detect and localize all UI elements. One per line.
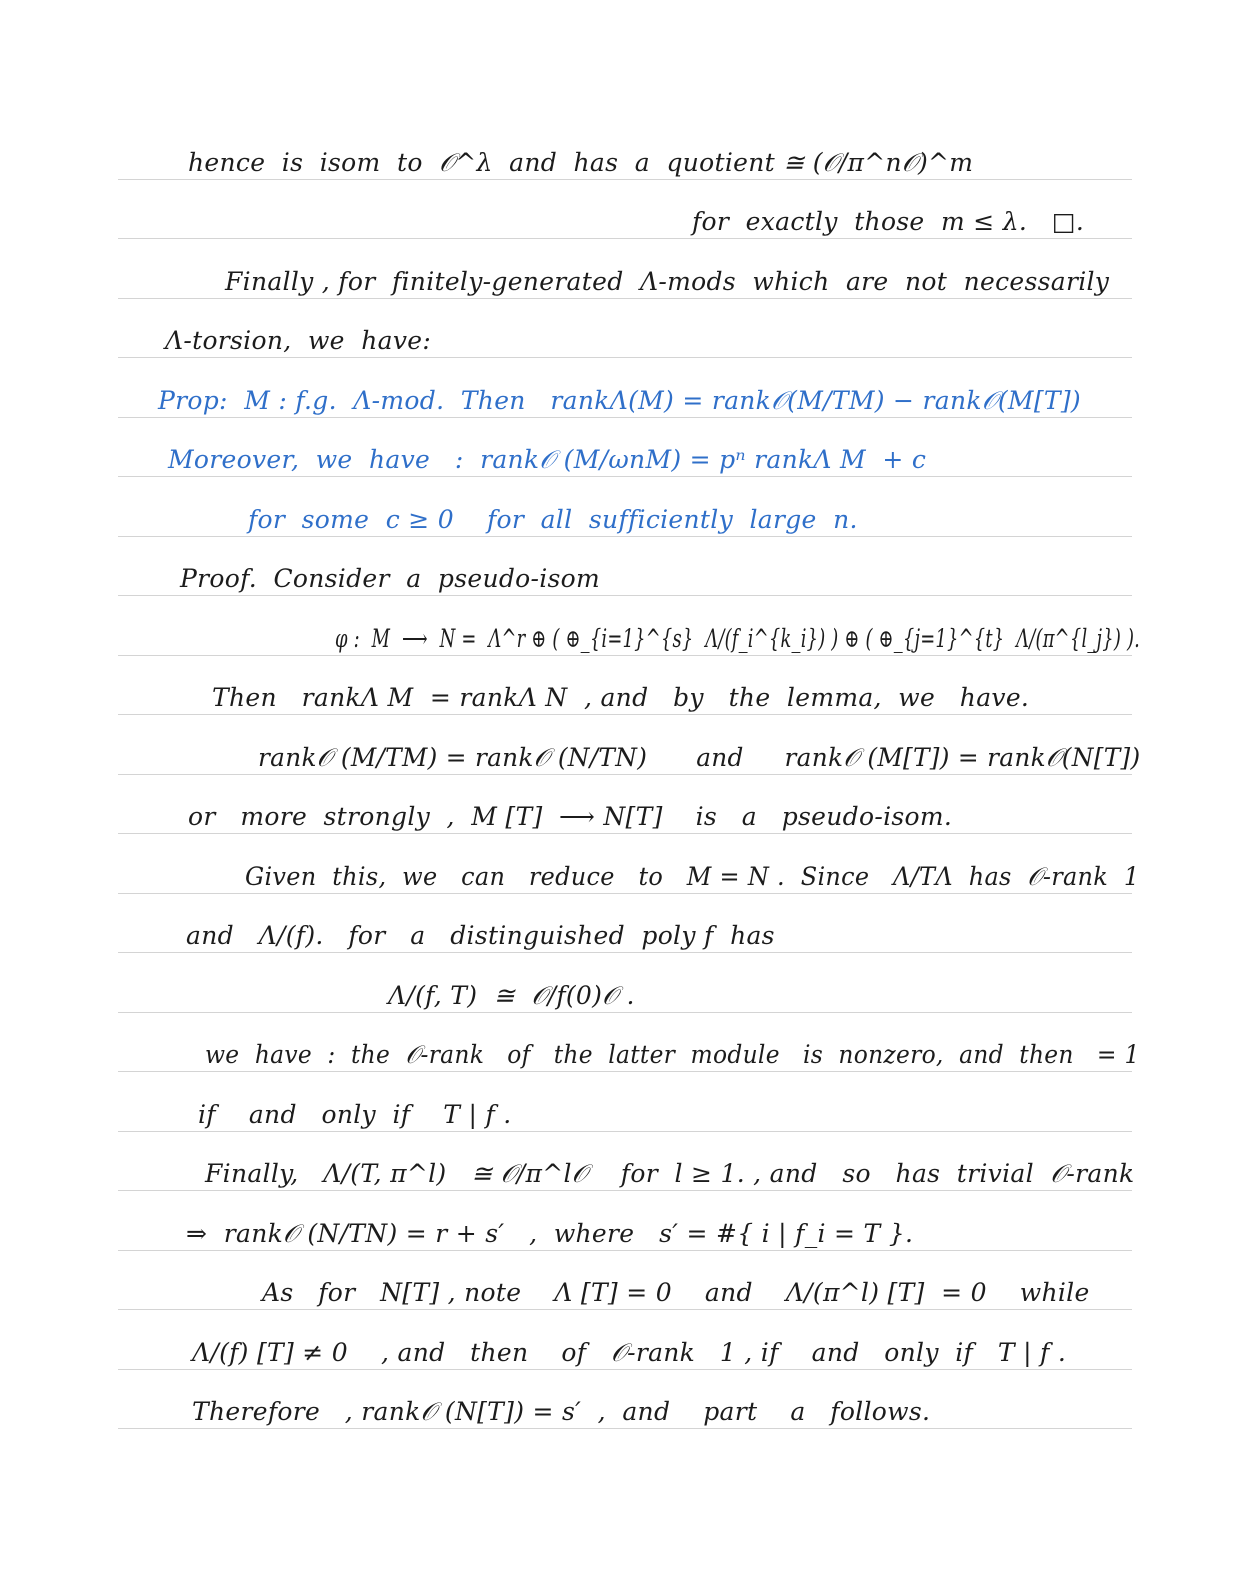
ruled-line xyxy=(118,774,1132,775)
ruled-line xyxy=(118,655,1132,656)
ruled-line xyxy=(118,1428,1132,1429)
ruled-line xyxy=(118,893,1132,894)
handwritten-line-3: Finally , for finitely-generated Λ-mods which are not necessarily xyxy=(225,267,1110,296)
quotient-formula: Λ/(f, T) ≅ 𝒪/f(0)𝒪 . xyxy=(388,981,635,1010)
ruled-line xyxy=(118,1071,1132,1072)
handwritten-line-17: if and only if T | f . xyxy=(198,1100,512,1129)
ruled-line xyxy=(118,179,1132,180)
ruled-line xyxy=(118,1369,1132,1370)
handwritten-line-12: or more strongly , M [T] ⟶ N[T] is a pseudo-isom. xyxy=(188,802,953,831)
rank-equality-line: rank𝒪 (M/TM) = rank𝒪 (N/TN) and rank𝒪 (M[T]) = rank𝒪(N[T]) xyxy=(258,743,1141,772)
pseudo-isom-formula: φ : M ⟶ N = Λ^r ⊕ ( ⊕_{i=1}^{s} Λ/(f_i^{k_i}) ) ⊕ ( ⊕_{j=1}^{t} Λ/(π^{l_j}) ). xyxy=(335,624,1141,653)
handwritten-line-1: hence is isom to 𝒪^λ and has a quotient ≅ (𝒪/π^n𝒪)^m xyxy=(188,148,974,177)
ruled-line xyxy=(118,1250,1132,1251)
ruled-line xyxy=(118,1131,1132,1132)
ruled-line xyxy=(118,833,1132,834)
handwritten-line-22: Therefore , rank𝒪 (N[T]) = s′ , and part a follows. xyxy=(192,1397,931,1426)
proof-start-line: Proof. Consider a pseudo-isom xyxy=(180,564,601,593)
ruled-line xyxy=(118,357,1132,358)
ruled-line xyxy=(118,952,1132,953)
ruled-line xyxy=(118,1309,1132,1310)
handwritten-line-16: we have : the 𝒪-rank of the latter module is nonzero, and then = 1 xyxy=(205,1040,1140,1069)
ruled-line xyxy=(118,1012,1132,1013)
prop-moreover-line: Moreover, we have : rank𝒪 (M/ωnM) = pⁿ rankΛ M + c xyxy=(168,445,927,474)
handwritten-line-10: Then rankΛ M = rankΛ N , and by the lemma, we have. xyxy=(212,683,1030,712)
ruled-line xyxy=(118,536,1132,537)
ruled-line xyxy=(118,476,1132,477)
ruled-line xyxy=(118,714,1132,715)
prop-condition-line: for some c ≥ 0 for all sufficiently large n. xyxy=(248,505,858,534)
handwritten-line-19: ⇒ rank𝒪 (N/TN) = r + s′ , where s′ = #{ i | f_i = T }. xyxy=(186,1219,914,1248)
ruled-line xyxy=(118,238,1132,239)
ruled-line xyxy=(118,298,1132,299)
handwritten-line-14: and Λ/(f). for a distinguished poly f has xyxy=(186,921,775,950)
ruled-line xyxy=(118,1190,1132,1191)
prop-statement-line: Prop: M : f.g. Λ-mod. Then rankΛ(M) = rank𝒪(M/TM) − rank𝒪(M[T]) xyxy=(158,386,1081,415)
handwritten-line-18: Finally, Λ/(T, π^l) ≅ 𝒪/π^l𝒪 for l ≥ 1. , and so has trivial 𝒪-rank xyxy=(205,1159,1135,1188)
handwritten-line-13: Given this, we can reduce to M = N . Since Λ/TΛ has 𝒪-rank 1 xyxy=(245,862,1140,891)
ruled-line xyxy=(118,595,1132,596)
handwritten-line-4: Λ-torsion, we have: xyxy=(165,326,432,355)
handwritten-line-20: As for N[T] , note Λ [T] = 0 and Λ/(π^l) [T] = 0 while xyxy=(262,1278,1090,1307)
handwritten-line-21: Λ/(f) [T] ≠ 0 , and then of 𝒪-rank 1 , if and only if T | f . xyxy=(192,1338,1067,1367)
ruled-line xyxy=(118,417,1132,418)
handwritten-line-2: for exactly those m ≤ λ. □. xyxy=(692,207,1085,236)
